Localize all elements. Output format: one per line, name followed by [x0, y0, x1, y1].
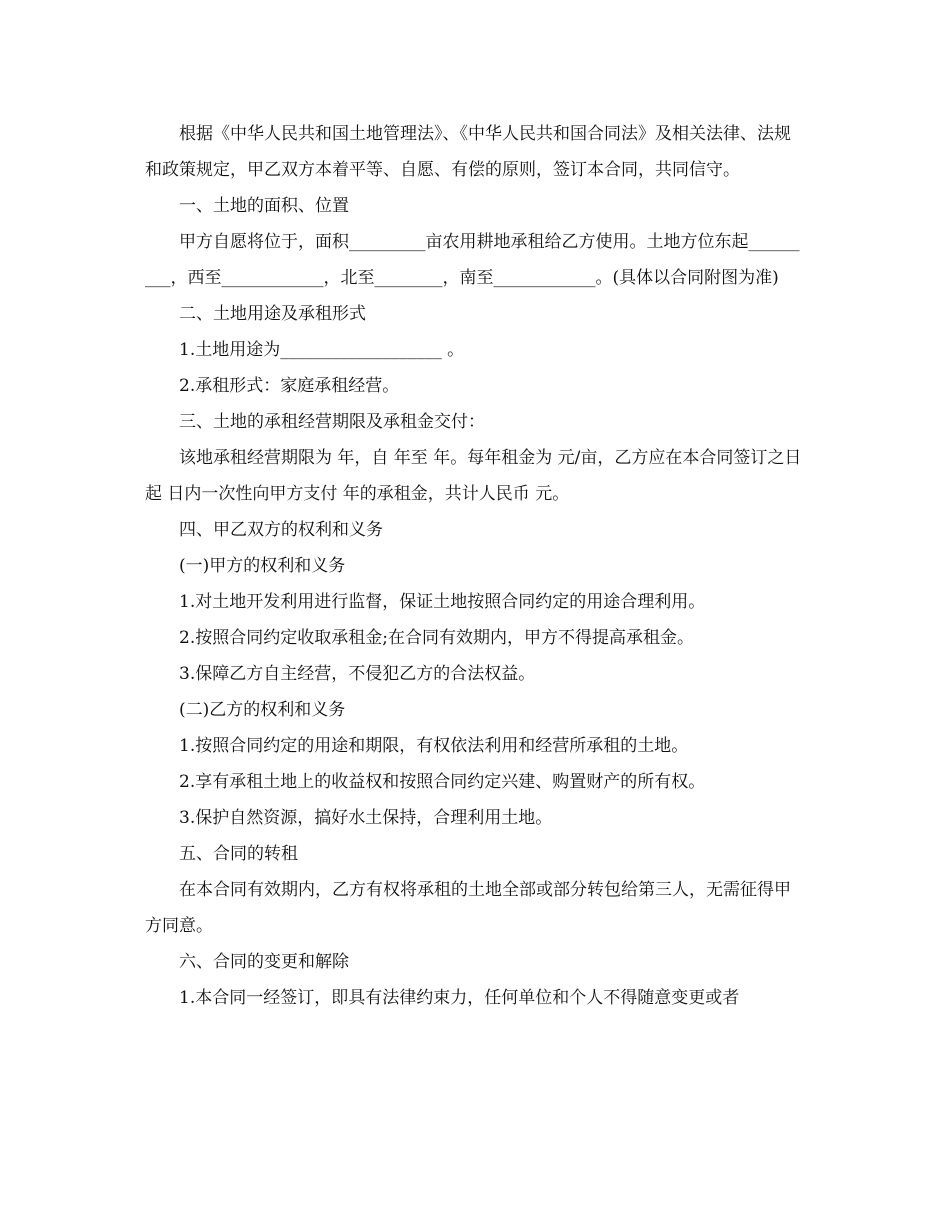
land-use-item-2: 2.承租形式：家庭承租经营。 — [179, 376, 400, 396]
section-heading-land-area: 一、土地的面积、位置 — [179, 196, 349, 216]
party-a-item-1: 1.对土地开发利用进行监督，保证土地按照合同约定的用途合理利用。 — [179, 592, 706, 612]
party-a-item-3: 3.保障乙方自主经营，不侵犯乙方的合法权益。 — [179, 664, 536, 684]
party-a-item-2: 2.按照合同约定收取承租金;在合同有效期内，甲方不得提高承租金。 — [179, 628, 694, 648]
section-heading-land-use: 二、土地用途及承租形式 — [179, 304, 366, 324]
land-location-paragraph: 甲方自愿将位于，面积_________亩农用耕地承租给乙方使用。土地方位东起_________，西至____________，北至________，南至____________。(具体以合同附图为准) — [145, 232, 800, 288]
amendment-item-1: 1.本合同一经签订，即具有法律约束力，任何单位和个人不得随意变更或者 — [179, 988, 740, 1008]
subsection-heading-party-a: (一)甲方的权利和义务 — [179, 556, 346, 576]
party-b-item-2: 2.享有承租土地上的收益权和按照合同约定兴建、购置财产的所有权。 — [179, 772, 706, 792]
subsection-heading-party-b: (二)乙方的权利和义务 — [179, 700, 346, 720]
term-rent-paragraph: 该地承租经营期限为 年，自 年至 年。每年租金为 元/亩，乙方应在本合同签订之日起 日内一次性向甲方支付 年的承租金，共计人民币 元。 — [145, 448, 802, 504]
section-heading-amendment: 六、合同的变更和解除 — [179, 952, 349, 972]
party-b-item-1: 1.按照合同约定的用途和期限，有权依法利用和经营所承租的土地。 — [179, 736, 689, 756]
party-b-item-3: 3.保护自然资源，搞好水土保持，合理利用土地。 — [179, 808, 553, 828]
section-heading-term-rent: 三、土地的承租经营期限及承租金交付： — [179, 412, 485, 432]
sublease-paragraph: 在本合同有效期内，乙方有权将承租的土地全部或部分转包给第三人，无需征得甲方同意。 — [145, 880, 791, 936]
preamble-paragraph: 根据《中华人民共和国土地管理法》、《中华人民共和国合同法》及相关法律、法规和政策规定，甲乙双方本着平等、自愿、有偿的原则，签订本合同，共同信守。 — [145, 124, 791, 180]
section-heading-rights: 四、甲乙双方的权利和义务 — [179, 520, 383, 540]
section-heading-sublease: 五、合同的转租 — [179, 844, 298, 864]
contract-body — [145, 116, 805, 1016]
land-use-item-1: 1.土地用途为___________________ 。 — [179, 340, 465, 360]
